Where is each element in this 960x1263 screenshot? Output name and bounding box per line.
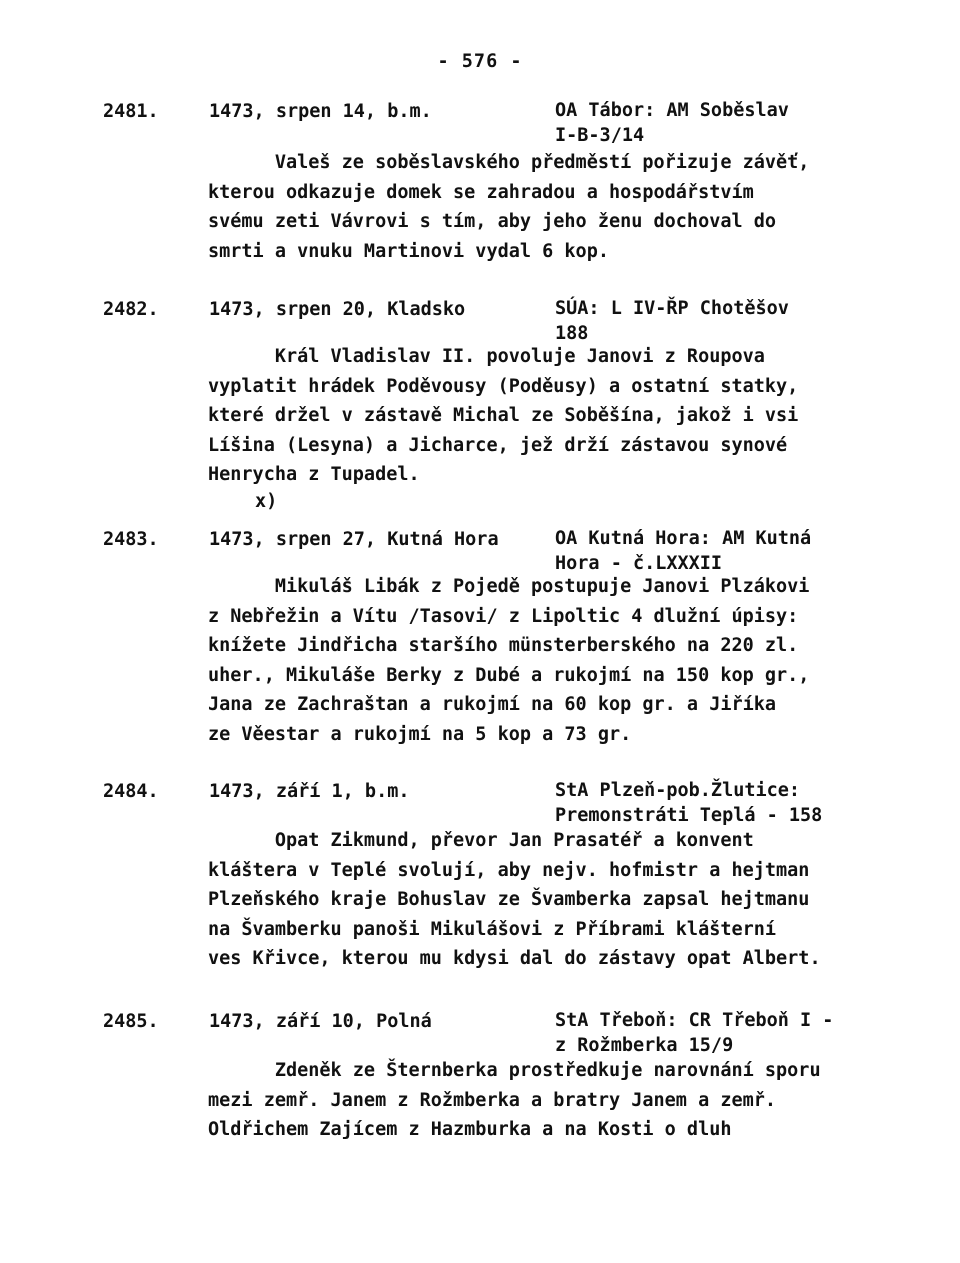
- entry-date-place: 1473, září 1, b.m.: [209, 781, 410, 802]
- footnote-marker: x): [255, 491, 278, 512]
- entry-archival-source: OA Tábor: AM Soběslav I-B-3/14: [555, 100, 789, 146]
- entry-date-place: 1473, srpen 27, Kutná Hora: [209, 529, 499, 550]
- entry-date-place: 1473, září 10, Polná: [209, 1011, 432, 1032]
- entry-date-place: 1473, srpen 20, Kladsko: [209, 299, 466, 320]
- entry-summary-text: Opat Zikmund, převor Jan Prasatéř a konvent kláštera v Teplé svolují, aby nejv. hofmistr a hejtman Plzeňského kraje Bohuslav ze Švamberka zapsal hejtmanu na Švamberku panoši Mikulášovi z Příbrami klášterní ves Křivce, kterou mu kdysi dal do zástavy opat Albert.: [208, 830, 821, 969]
- entry-summary-text: Král Vladislav II. povoluje Janovi z Roupova vyplatit hrádek Poděvousy (Poděusy) a ostatní statky, které držel v zástavě Michal ze Soběšína, jakož i vsi Líšina (Lesyna) a Jicharce, jež drží zástavou synové Henrycha z Tupadel.: [208, 346, 799, 485]
- entry-date-place: 1473, srpen 14, b.m.: [209, 101, 432, 122]
- entry-number: 2482.: [103, 299, 159, 320]
- entry-number: 2484.: [103, 781, 159, 802]
- entry-summary-text: Zdeněk ze Šternberka prostředkuje narovnání sporu mezi zemř. Janem z Rožmberka a bratry Janem a zemř. Oldřichem Zajícem z Hazmburka a na Kosti o dluh: [208, 1060, 821, 1140]
- entry-archival-source: StA Plzeň-pob.Žlutice: Premonstráti Teplá - 158: [555, 780, 823, 826]
- entry-summary-text: Valeš ze soběslavského předměstí pořizuje závěť, kterou odkazuje domek se zahradou a hospodářstvím svému zeti Vávrovi s tím, aby jeho ženu dochoval do smrti a vnuku Martinovi vydal 6 kop.: [208, 152, 810, 262]
- entry-number: 2485.: [103, 1011, 159, 1032]
- entry-archival-source: StA Třeboň: CR Třeboň I - z Rožmberka 15/9: [555, 1010, 834, 1056]
- entry-summary-text: Mikuláš Libák z Pojedě postupuje Janovi Plzákovi z Nebřežin a Vítu /Tasovi/ z Lipoltic 4 dlužní úpisy: knížete Jindřicha staršího münsterberského na 220 zl. uher., Mikuláše Berky z Dubé a rukojmí na 150 kop gr., Jana ze Zachraštan a rukojmí na 60 kop gr. a Jiříka ze Věestar a rukojmí na 5 kop a 73 gr.: [208, 576, 810, 745]
- entry-number: 2481.: [103, 101, 159, 122]
- entry-archival-source: SÚA: L IV-ŘP Chotěšov 188: [555, 298, 789, 344]
- entry-archival-source: OA Kutná Hora: AM Kutná Hora - č.LXXXII: [555, 528, 812, 574]
- entry-number: 2483.: [103, 529, 159, 550]
- page-number: - 576 -: [437, 51, 523, 72]
